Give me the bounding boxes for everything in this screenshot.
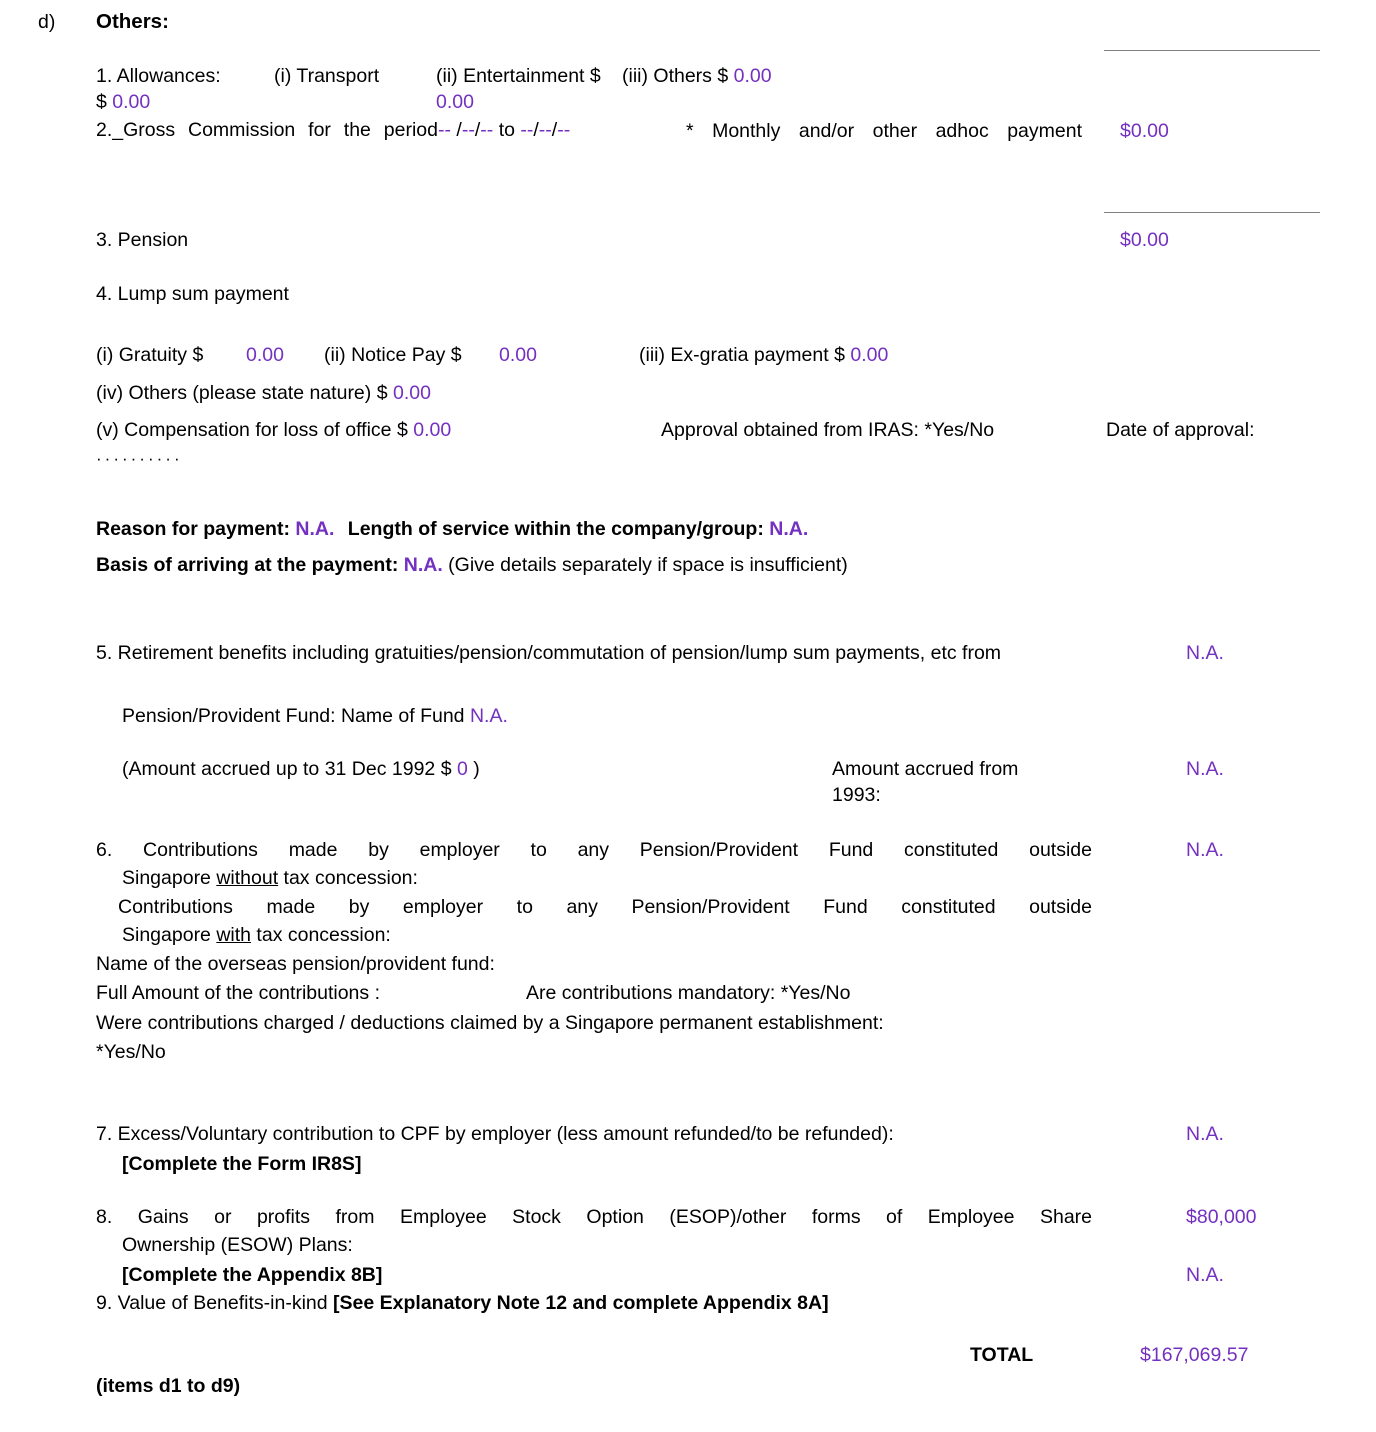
reason-for-payment-label: Reason for payment: [96, 518, 290, 540]
accrued-1992-group [122, 757, 832, 783]
compensation-label [96, 418, 466, 444]
period-to-label: to [498, 119, 515, 141]
transport-amount [96, 90, 274, 116]
basis-of-payment-label: Basis of arriving at the payment: [96, 554, 399, 576]
contributions-charged-label: Were contributions charged / deductions claimed by a Singapore permanent establishment: [96, 1012, 884, 1034]
approval-dots: ·········· [96, 449, 183, 468]
transport-value: 0.00 [112, 90, 151, 113]
section-heading [38, 8, 1038, 36]
full-amount-label: Full Amount of the contributions : [96, 982, 380, 1004]
exgratia-currency: $ [834, 344, 845, 366]
item-8-line-2: Ownership (ESOW) Plans: [122, 1234, 353, 1256]
item-6-line-2 [122, 866, 1118, 892]
mandatory-contributions-label: Are contributions mandatory: *Yes/No [526, 982, 851, 1004]
entertainment-value: 0.00 [436, 90, 474, 113]
item-7-note: [Complete the Form IR8S] [122, 1153, 362, 1175]
lump-others-value: 0.00 [392, 382, 431, 404]
accrued-from-1993-label: Amount accrued from 1993: [832, 758, 1019, 806]
accrued-1992-currency: $ [440, 758, 452, 780]
full-amount-row [96, 981, 1092, 1007]
item-6-line-3: Contributions made by employer to any Pension/Provident Fund constituted outside [118, 896, 1092, 918]
allowances-row-labels [96, 64, 896, 90]
lump-sum-row-2 [96, 381, 1096, 407]
entertainment-label-text: (ii) Entertainment [436, 65, 585, 87]
item-9-label: 9. Value of Benefits-in-kind [96, 1292, 334, 1314]
notice-pay-currency: $ [450, 344, 462, 366]
fund-name-label: Pension/Provident Fund: Name of Fund [122, 705, 465, 727]
date-of-approval-label: Date of approval: [1106, 419, 1255, 441]
reason-for-payment-row [96, 517, 1196, 543]
basis-of-payment-value: N.A. [403, 554, 443, 576]
gratuity-label-text: (i) Gratuity [96, 344, 188, 366]
entertainment-label [436, 64, 622, 90]
period-from-day: -- [438, 119, 451, 141]
notice-pay-label-text: (ii) Notice Pay [324, 344, 446, 366]
exgratia-label-text: (iii) Ex-gratia payment [639, 344, 829, 366]
allowances-row-values [96, 90, 896, 116]
basis-of-payment-note: (Give details separately if space is insufficient) [448, 554, 848, 576]
compensation-value: 0.00 [413, 419, 452, 441]
period-from-month: -- [461, 119, 475, 141]
spacer-cell [274, 90, 436, 116]
item-8-note: [Complete the Appendix 8B] [122, 1264, 383, 1286]
lump-sum-row-1 [96, 343, 1096, 369]
exgratia-label [639, 343, 845, 369]
total-value: $167,069.57 [1140, 1344, 1249, 1366]
period-from-year: -- [480, 119, 494, 141]
notice-pay-label [324, 343, 499, 369]
period-slash-2: / [474, 119, 481, 141]
section-title: Others: [96, 10, 169, 33]
item-2-gross-commission [96, 118, 1086, 169]
item-1-allowances [96, 64, 896, 115]
item-6-line-4-pre: Singapore [122, 924, 217, 946]
period-slash-1: / [456, 119, 462, 141]
length-of-service-label: Length of service within the company/group: [347, 518, 764, 540]
period-to-month: -- [538, 119, 552, 141]
item-6-line-2-pre: Singapore [122, 867, 217, 889]
accrued-1992-label: (Amount accrued up to 31 Dec 1992 [122, 758, 436, 780]
others-allowance-label [622, 64, 822, 90]
item-5-accrued-row [122, 757, 1122, 808]
value-column-rule-bottom [1104, 212, 1320, 213]
gross-commission-period [438, 118, 686, 169]
spacer-cell-2 [622, 90, 822, 116]
overseas-fund-name-label: Name of the overseas pension/provident fund: [96, 953, 495, 975]
lump-others-currency: $ [376, 382, 388, 404]
length-of-service-value: N.A. [769, 518, 809, 540]
item-9-row [96, 1291, 1196, 1317]
others-allowance-value: 0.00 [733, 65, 772, 87]
item-6-value: N.A. [1186, 839, 1224, 861]
entertainment-currency: $ [589, 65, 601, 87]
compensation-currency: $ [396, 419, 408, 441]
period-to-year: -- [557, 119, 571, 141]
item-6-with-emphasis: with [216, 924, 252, 946]
allowances-label: 1. Allowances: [96, 65, 221, 87]
period-slash-4: / [551, 119, 558, 141]
period-slash-3: / [533, 119, 539, 141]
others-allowance-label-text: (iii) Others [622, 65, 712, 87]
gross-commission-label: 2._Gross Commission for the period [96, 119, 438, 141]
lump-others-label: (iv) Others (please state nature) [96, 382, 372, 404]
reason-for-payment-value: N.A. [295, 518, 335, 540]
gratuity-value: 0.00 [246, 344, 284, 366]
others-allowance-currency: $ [717, 65, 729, 87]
item-4-lump-sum-label: 4. Lump sum payment [96, 283, 289, 305]
item-5-accrued-from-value: N.A. [1186, 758, 1224, 780]
item-3-pension-value: $0.00 [1120, 229, 1169, 251]
accrued-1992-close-paren: ) [473, 758, 480, 780]
transport-currency: $ [96, 90, 107, 113]
lump-sum-row-3 [96, 418, 1356, 444]
item-8-value: $80,000 [1186, 1206, 1257, 1228]
value-column-rule-top [1104, 50, 1320, 51]
transport-label: (i) Transport [274, 65, 380, 87]
item-6-without-emphasis: without [216, 867, 279, 889]
item-6-line-4 [122, 923, 1118, 949]
gratuity-currency: $ [192, 344, 204, 366]
item-7-label: 7. Excess/Voluntary contribution to CPF by employer (less amount refunded/to be refunded): [96, 1123, 894, 1145]
total-label: TOTAL [970, 1344, 1034, 1366]
item-5-fund-row [122, 704, 1062, 730]
item-6-line-2-post: tax concession: [278, 867, 418, 889]
item-7-value: N.A. [1186, 1123, 1224, 1145]
item-6-line-4-post: tax concession: [251, 924, 391, 946]
item-6-line-1: 6. Contributions made by employer to any Pension/Provident Fund constituted outside [96, 839, 1092, 861]
item-8-line-1: 8. Gains or profits from Employee Stock Option (ESOP)/other forms of Employee Share [96, 1206, 1092, 1228]
item-5-value: N.A. [1186, 642, 1224, 664]
item-8-note-value: N.A. [1186, 1264, 1224, 1286]
iras-approval-label: Approval obtained from IRAS: *Yes/No [661, 419, 995, 441]
item-2-value: $0.00 [1120, 120, 1169, 142]
adhoc-payment-note: * Monthly and/or other adhoc payment [686, 120, 1082, 142]
item-5-label: 5. Retirement benefits including gratuities/pension/commutation of pension/lump sum payments, etc from [96, 642, 1002, 664]
item-9-note: [See Explanatory Note 12 and complete Appendix 8A] [333, 1292, 829, 1314]
basis-of-payment-row [96, 553, 1196, 579]
contributions-charged-answer: *Yes/No [96, 1041, 166, 1063]
compensation-label-text: (v) Compensation for loss of office [96, 419, 392, 441]
accrued-1992-value: 0 [456, 758, 468, 780]
exgratia-value: 0.00 [850, 344, 889, 366]
period-to-day: -- [520, 119, 534, 141]
item-3-pension-label: 3. Pension [96, 229, 189, 251]
fund-name-value: N.A. [469, 705, 508, 727]
notice-pay-value: 0.00 [499, 344, 537, 366]
gratuity-label [96, 343, 246, 369]
section-marker: d) [38, 11, 56, 33]
total-items-note: (items d1 to d9) [96, 1375, 241, 1397]
